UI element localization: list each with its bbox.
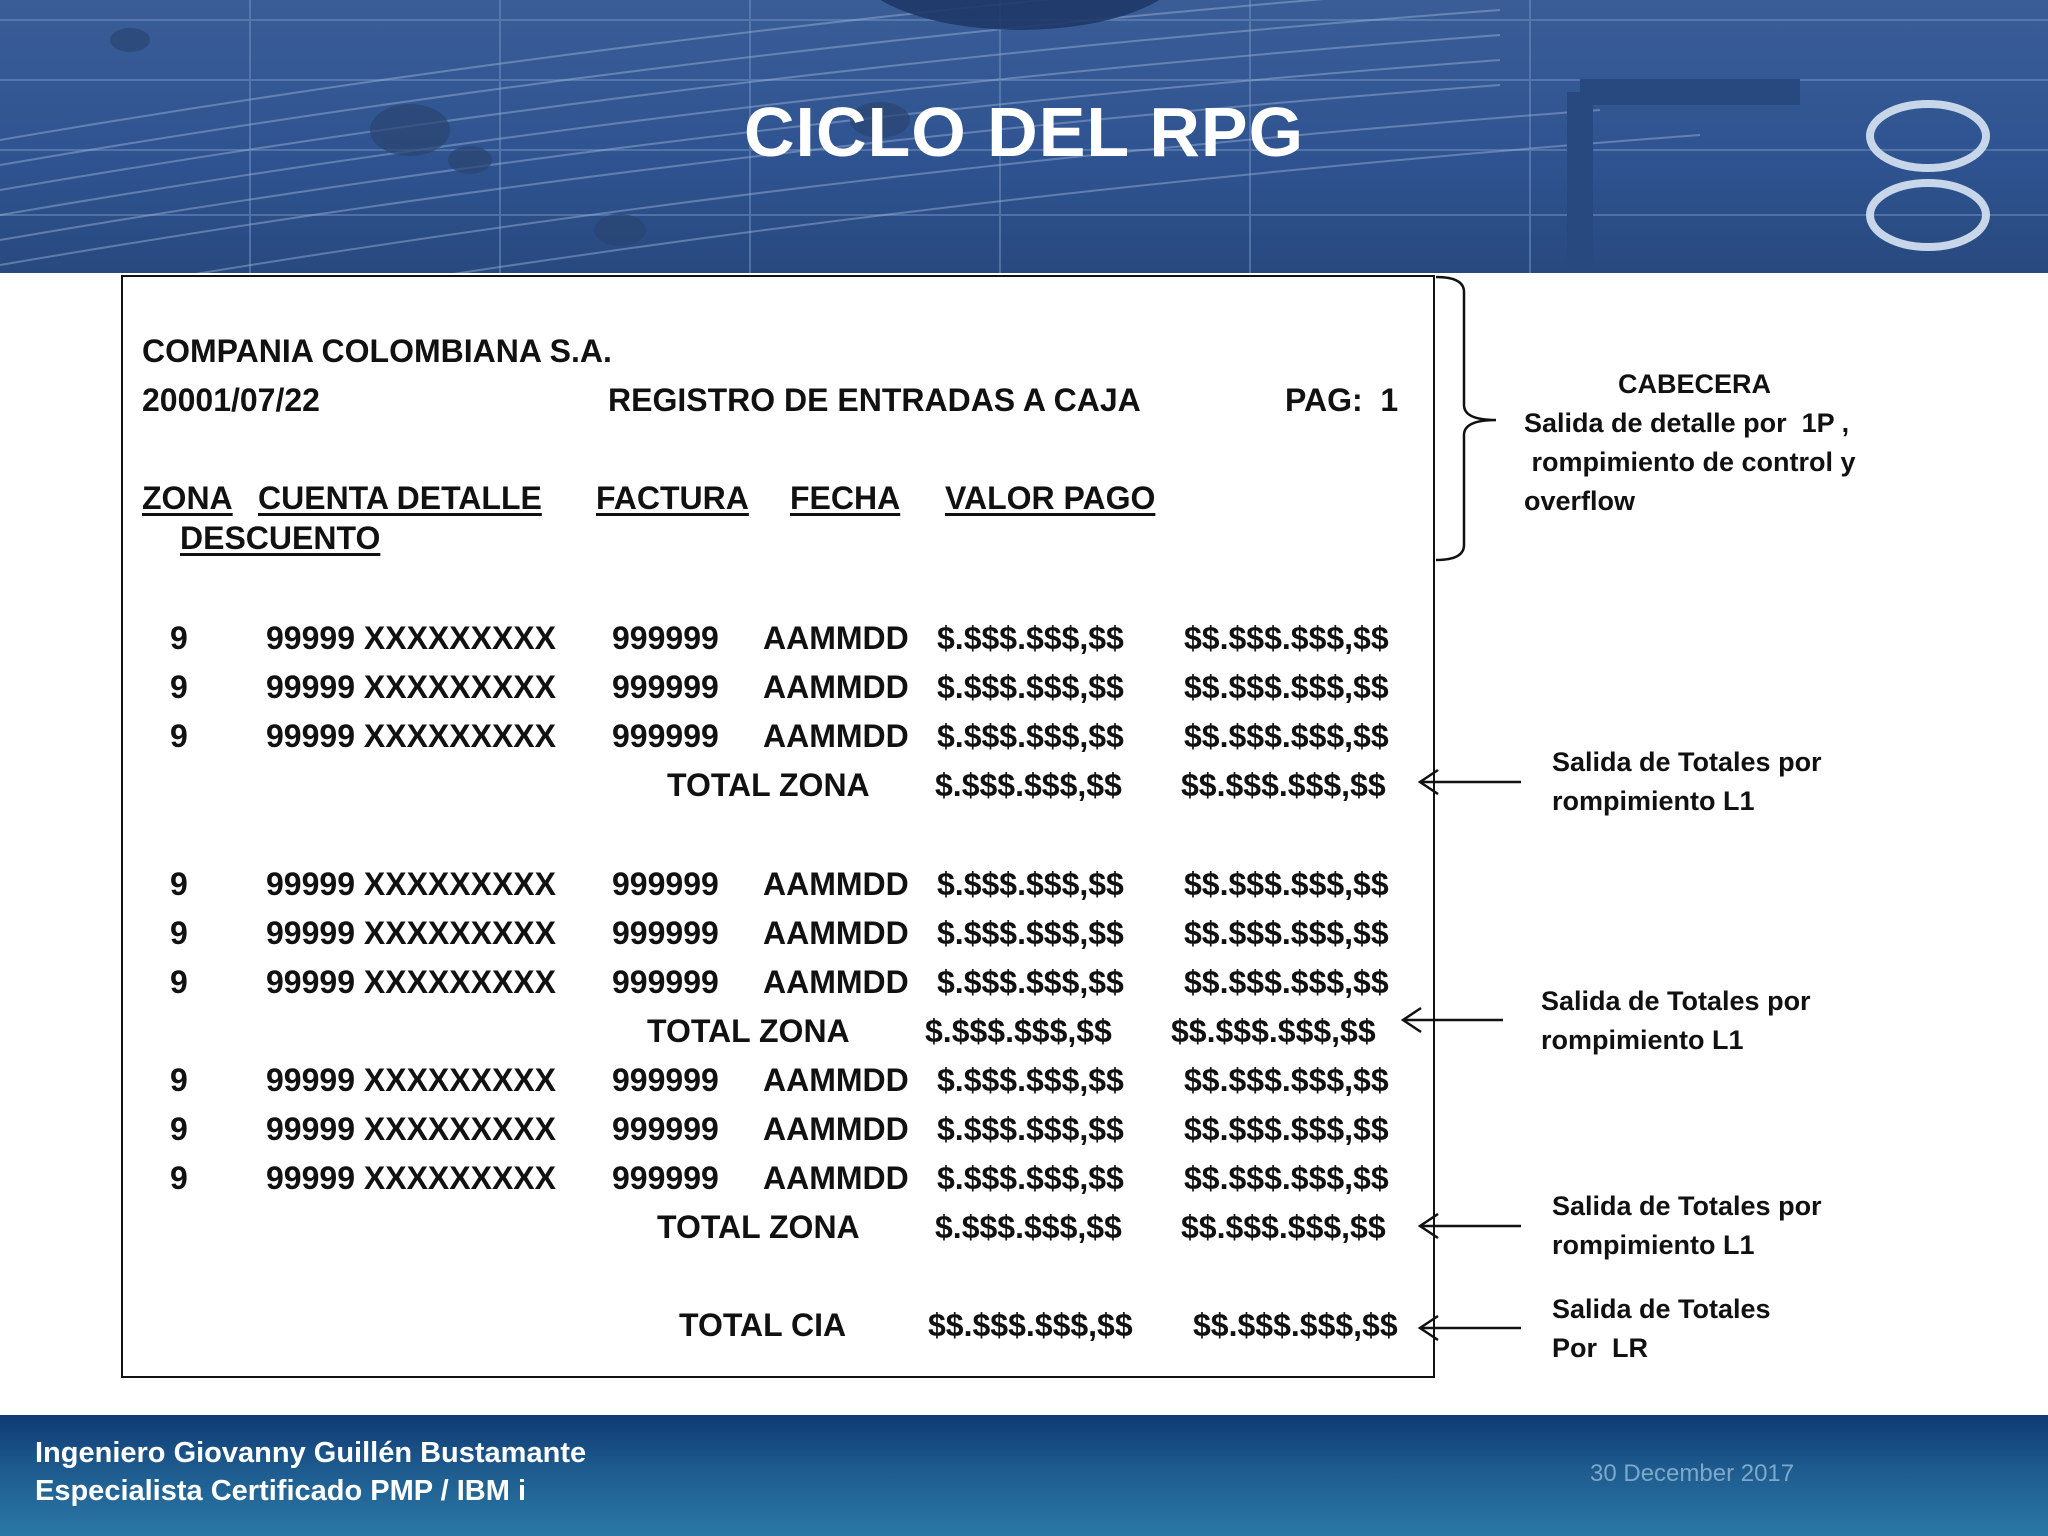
total-zona-label: TOTAL ZONA <box>667 767 870 803</box>
cell-cuenta: 99999 XXXXXXXXX <box>266 866 556 902</box>
cell-fecha: AAMMDD <box>763 669 909 705</box>
cell-zona: 9 <box>170 866 188 902</box>
cell-fecha: AAMMDD <box>763 620 909 656</box>
cell-factura: 999999 <box>612 1111 719 1147</box>
cell-factura: 999999 <box>612 964 719 1000</box>
cell-descuento: $$.$$$.$$$,$$ <box>1184 669 1389 705</box>
slide-title: CICLO DEL RPG <box>743 93 1305 171</box>
cell-factura: 999999 <box>612 620 719 656</box>
footer-author-name: Ingeniero Giovanny Guillén Bustamante <box>35 1437 587 1469</box>
footer-date: 30 December 2017 <box>1590 1460 1795 1487</box>
cell-cuenta: 99999 XXXXXXXXX <box>266 964 556 1000</box>
annotation-cabecera-line1: Salida de detalle por 1P , <box>1524 408 1850 438</box>
annotation-cabecera-title: CABECERA <box>1618 369 1772 399</box>
annotation-l1-line1: Salida de Totales por <box>1541 986 1811 1016</box>
cell-descuento: $$.$$$.$$$,$$ <box>1184 866 1389 902</box>
cell-cuenta: 99999 XXXXXXXXX <box>266 1062 556 1098</box>
total-zona-valor: $.$$$.$$$,$$ <box>935 767 1122 803</box>
annotation-l1-line2: rompimiento L1 <box>1541 1025 1744 1055</box>
annotation-l1-line1: Salida de Totales por <box>1552 1191 1822 1221</box>
cell-cuenta: 99999 XXXXXXXXX <box>266 718 556 754</box>
annotation-l1-line2: rompimiento L1 <box>1552 786 1755 816</box>
cell-zona: 9 <box>170 620 188 656</box>
annotation-l1-line2: rompimiento L1 <box>1552 1230 1755 1260</box>
cell-descuento: $$.$$$.$$$,$$ <box>1184 620 1389 656</box>
total-zona-label: TOTAL ZONA <box>657 1209 860 1245</box>
cell-factura: 999999 <box>612 718 719 754</box>
cell-valor: $.$$$.$$$,$$ <box>937 1062 1124 1098</box>
annotation-cabecera-line2: rompimiento de control y <box>1524 447 1856 477</box>
cell-valor: $.$$$.$$$,$$ <box>937 718 1124 754</box>
col-header-factura: FACTURA <box>596 480 749 516</box>
report-title: REGISTRO DE ENTRADAS A CAJA <box>608 382 1141 418</box>
cell-factura: 999999 <box>612 1160 719 1196</box>
cell-zona: 9 <box>170 915 188 951</box>
annotation-cabecera-line3: overflow <box>1524 486 1636 516</box>
cell-valor: $.$$$.$$$,$$ <box>937 1160 1124 1196</box>
cell-fecha: AAMMDD <box>763 915 909 951</box>
total-zona-valor: $.$$$.$$$,$$ <box>925 1013 1112 1049</box>
annotation-lr-line1: Salida de Totales <box>1552 1294 1771 1324</box>
cell-fecha: AAMMDD <box>763 1062 909 1098</box>
cell-valor: $.$$$.$$$,$$ <box>937 1111 1124 1147</box>
cell-valor: $.$$$.$$$,$$ <box>937 964 1124 1000</box>
arrow-icon <box>1420 770 1521 794</box>
cell-zona: 9 <box>170 718 188 754</box>
annotation-l1-line1: Salida de Totales por <box>1552 747 1822 777</box>
cell-cuenta: 99999 XXXXXXXXX <box>266 1111 556 1147</box>
cell-cuenta: 99999 XXXXXXXXX <box>266 669 556 705</box>
cell-zona: 9 <box>170 1111 188 1147</box>
footer-author-role: Especialista Certificado PMP / IBM i <box>35 1475 527 1507</box>
total-zona-descuento: $$.$$$.$$$,$$ <box>1181 767 1386 803</box>
total-zona-descuento: $$.$$$.$$$,$$ <box>1181 1209 1386 1245</box>
col-header-descuento: DESCUENTO <box>180 520 381 556</box>
cell-valor: $.$$$.$$$,$$ <box>937 915 1124 951</box>
page-number: PAG: 1 <box>1285 382 1399 418</box>
cell-cuenta: 99999 XXXXXXXXX <box>266 915 556 951</box>
total-zona-label: TOTAL ZONA <box>647 1013 850 1049</box>
cell-descuento: $$.$$$.$$$,$$ <box>1184 915 1389 951</box>
cell-valor: $.$$$.$$$,$$ <box>937 620 1124 656</box>
cell-factura: 999999 <box>612 1062 719 1098</box>
cell-descuento: $$.$$$.$$$,$$ <box>1184 964 1389 1000</box>
cabecera-brace <box>1436 277 1496 560</box>
cell-zona: 9 <box>170 964 188 1000</box>
arrow-icon <box>1420 1214 1521 1238</box>
total-zona-descuento: $$.$$$.$$$,$$ <box>1171 1013 1376 1049</box>
total-cia-label: TOTAL CIA <box>679 1307 847 1343</box>
cell-fecha: AAMMDD <box>763 964 909 1000</box>
cell-fecha: AAMMDD <box>763 718 909 754</box>
total-cia-valor: $$.$$$.$$$,$$ <box>928 1307 1133 1343</box>
cell-fecha: AAMMDD <box>763 1111 909 1147</box>
cell-descuento: $$.$$$.$$$,$$ <box>1184 1160 1389 1196</box>
annotation-lr-line2: Por LR <box>1552 1333 1649 1363</box>
cell-zona: 9 <box>170 669 188 705</box>
cell-fecha: AAMMDD <box>763 866 909 902</box>
col-header-fecha: FECHA <box>790 480 901 516</box>
total-cia-descuento: $$.$$$.$$$,$$ <box>1193 1307 1398 1343</box>
col-header-zona: ZONA <box>142 480 233 516</box>
cell-cuenta: 99999 XXXXXXXXX <box>266 1160 556 1196</box>
cell-factura: 999999 <box>612 915 719 951</box>
cell-zona: 9 <box>170 1160 188 1196</box>
total-zona-valor: $.$$$.$$$,$$ <box>935 1209 1122 1245</box>
cell-cuenta: 99999 XXXXXXXXX <box>266 620 556 656</box>
cell-descuento: $$.$$$.$$$,$$ <box>1184 1111 1389 1147</box>
report-date: 20001/07/22 <box>142 382 320 418</box>
cell-zona: 9 <box>170 1062 188 1098</box>
cell-descuento: $$.$$$.$$$,$$ <box>1184 1062 1389 1098</box>
cell-factura: 999999 <box>612 669 719 705</box>
arrow-icon <box>1420 1316 1521 1340</box>
cell-valor: $.$$$.$$$,$$ <box>937 866 1124 902</box>
company-name: COMPANIA COLOMBIANA S.A. <box>142 333 612 369</box>
col-header-cuenta: CUENTA DETALLE <box>258 480 542 516</box>
col-header-valor: VALOR PAGO <box>945 480 1156 516</box>
cell-fecha: AAMMDD <box>763 1160 909 1196</box>
cell-factura: 999999 <box>612 866 719 902</box>
cell-valor: $.$$$.$$$,$$ <box>937 669 1124 705</box>
cell-descuento: $$.$$$.$$$,$$ <box>1184 718 1389 754</box>
